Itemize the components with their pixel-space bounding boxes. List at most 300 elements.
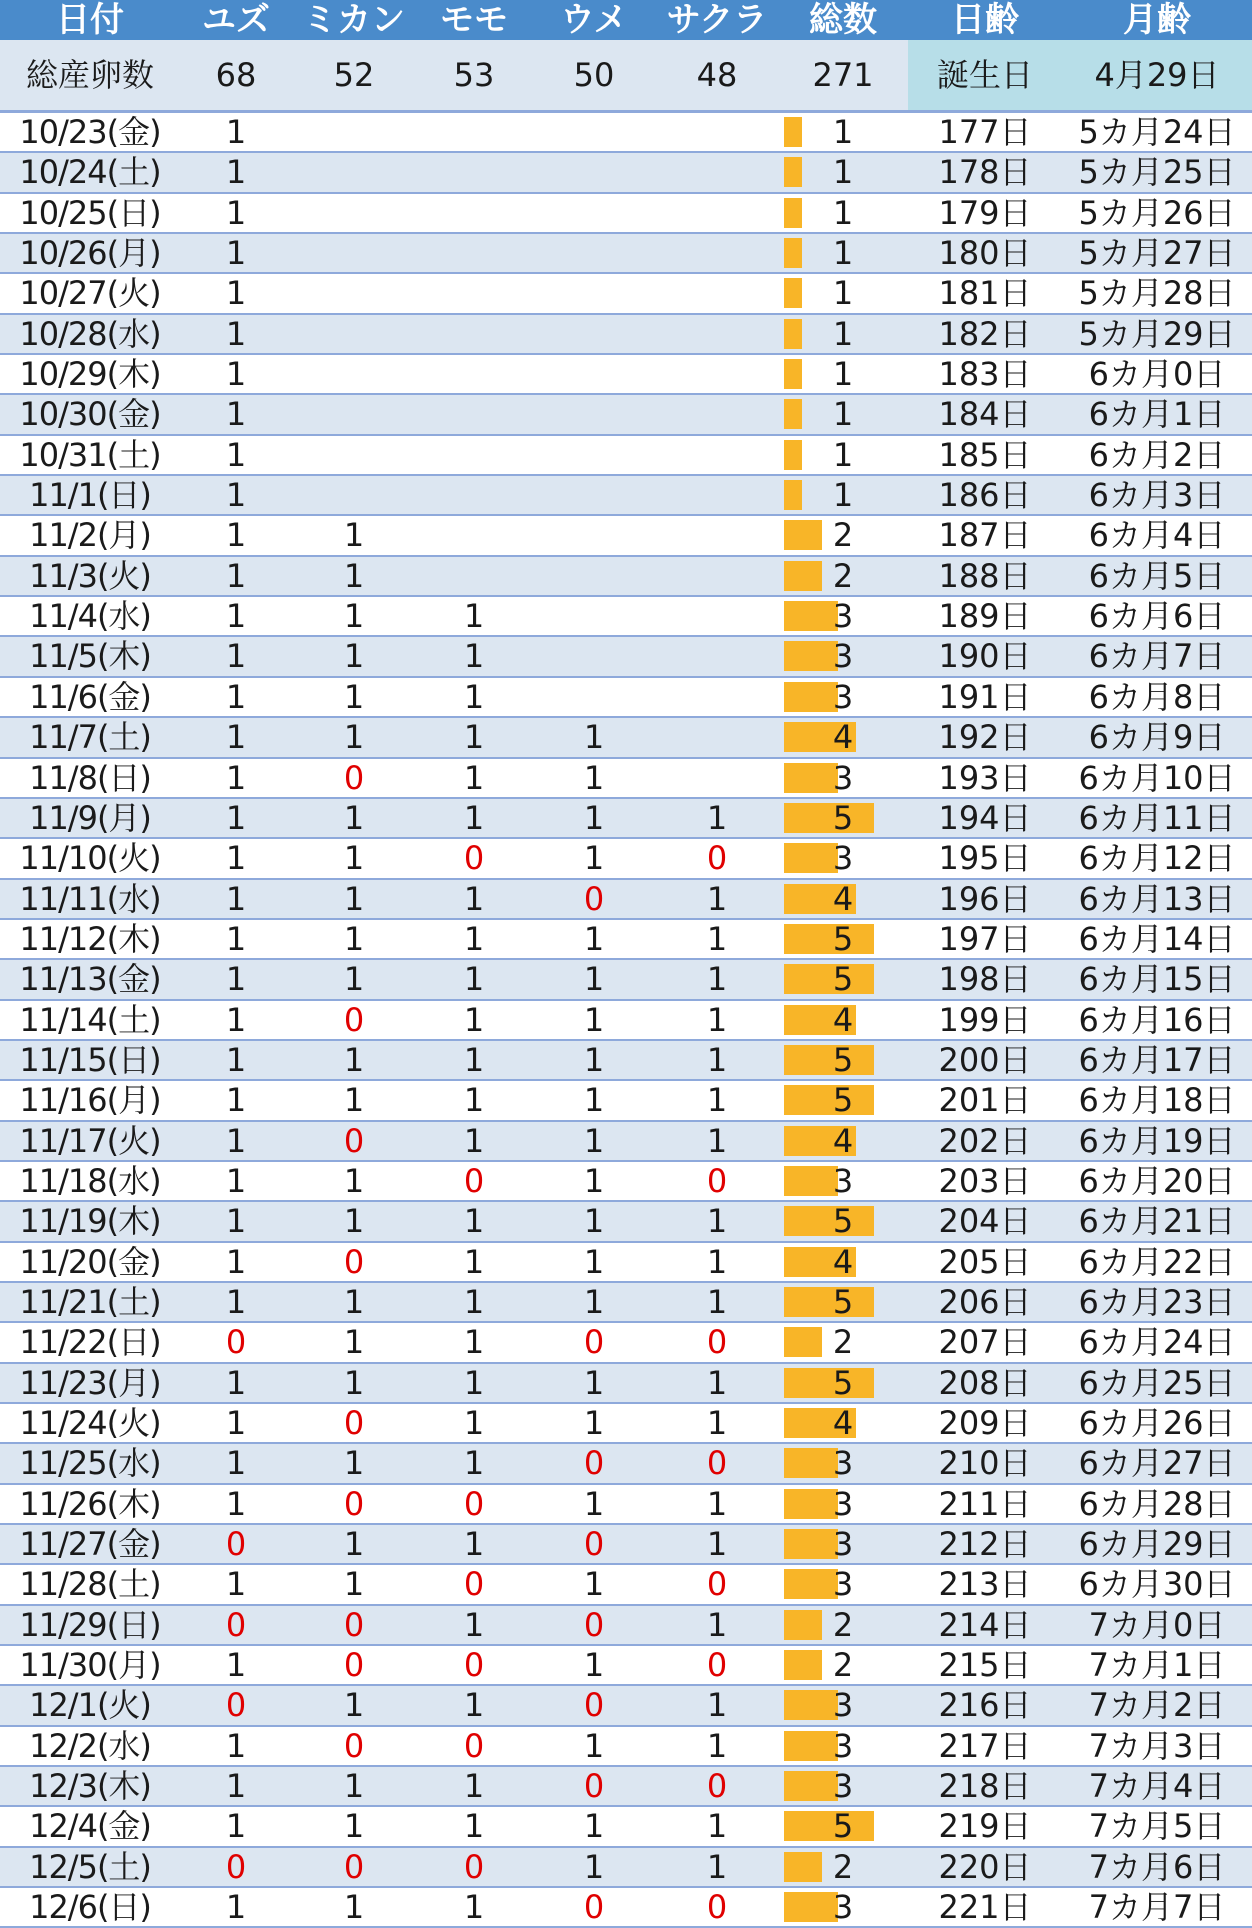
egg-count-cell[interactable]: 1 — [225, 597, 247, 636]
age-months-cell[interactable]: 6カ月8日 — [1088, 677, 1226, 716]
egg-count-cell[interactable]: 1 — [343, 1323, 365, 1362]
egg-count-cell[interactable]: 1 — [463, 677, 485, 716]
egg-count-cell[interactable]: 1 — [463, 1282, 485, 1321]
age-days-cell[interactable]: 191日 — [938, 677, 1032, 716]
egg-count-cell[interactable]: 1 — [583, 1081, 605, 1120]
egg-count-cell[interactable]: 1 — [225, 113, 247, 151]
egg-count-cell[interactable]: 1 — [463, 879, 485, 918]
egg-count-cell[interactable] — [656, 153, 778, 191]
egg-count-cell[interactable]: 1 — [225, 1040, 247, 1079]
egg-count-cell[interactable]: 1 — [225, 637, 247, 676]
age-months-cell[interactable]: 6カ月23日 — [1078, 1282, 1236, 1321]
egg-count-cell[interactable] — [656, 395, 778, 433]
birth-label[interactable]: 誕生日 — [908, 40, 1062, 110]
total-cell[interactable] — [778, 1485, 908, 1523]
egg-count-cell[interactable]: 1 — [583, 919, 605, 958]
egg-count-cell[interactable]: 1 — [706, 1605, 728, 1644]
date-cell[interactable]: 10/25(日) — [19, 193, 161, 232]
egg-count-cell[interactable]: 1 — [583, 1847, 605, 1886]
age-days-cell[interactable]: 213日 — [938, 1565, 1032, 1604]
egg-count-cell[interactable]: 0 — [343, 1605, 365, 1644]
egg-count-cell[interactable]: 1 — [343, 1888, 365, 1927]
egg-count-cell[interactable]: 0 — [343, 1646, 365, 1685]
egg-count-cell[interactable]: 1 — [706, 798, 728, 837]
egg-count-cell[interactable]: 1 — [225, 1565, 247, 1604]
egg-count-cell[interactable]: 1 — [706, 1726, 728, 1765]
egg-count-cell[interactable]: 0 — [225, 1525, 247, 1564]
egg-count-cell[interactable]: 1 — [225, 355, 247, 394]
age-days-cell[interactable]: 183日 — [938, 355, 1032, 394]
header-age-months[interactable]: 月齢 — [1123, 0, 1191, 40]
egg-count-cell[interactable]: 1 — [225, 1484, 247, 1523]
header-age-days[interactable]: 日齢 — [951, 0, 1019, 40]
total-cell[interactable] — [778, 516, 908, 554]
date-cell[interactable]: 11/13(金) — [19, 960, 161, 999]
age-days-cell[interactable]: 190日 — [938, 637, 1032, 676]
age-months-cell[interactable]: 6カ月5日 — [1088, 556, 1226, 595]
date-cell[interactable]: 11/27(金) — [19, 1525, 161, 1564]
age-months-cell[interactable]: 6カ月1日 — [1088, 395, 1226, 434]
total-cell[interactable] — [778, 1283, 908, 1321]
total-cell[interactable] — [778, 1162, 908, 1200]
egg-count-cell[interactable]: 1 — [463, 1807, 485, 1846]
age-months-cell[interactable]: 6カ月18日 — [1078, 1081, 1236, 1120]
egg-count-cell[interactable] — [532, 113, 656, 151]
date-cell[interactable]: 12/2(水) — [29, 1726, 151, 1765]
total-cell[interactable] — [778, 476, 908, 514]
age-months-cell[interactable]: 6カ月21日 — [1078, 1202, 1236, 1241]
total-cell[interactable] — [778, 1807, 908, 1845]
egg-count-cell[interactable] — [532, 153, 656, 191]
date-cell[interactable]: 11/25(水) — [19, 1444, 161, 1483]
date-cell[interactable]: 11/10(火) — [19, 839, 161, 878]
egg-count-cell[interactable]: 1 — [706, 879, 728, 918]
total-cell[interactable] — [778, 1081, 908, 1119]
egg-count-cell[interactable]: 1 — [343, 516, 365, 555]
egg-count-cell[interactable]: 1 — [583, 1807, 605, 1846]
age-days-cell[interactable]: 181日 — [938, 274, 1032, 313]
egg-count-cell[interactable]: 1 — [463, 1404, 485, 1442]
total-cell[interactable] — [778, 557, 908, 595]
age-days-cell[interactable]: 187日 — [938, 516, 1032, 555]
egg-count-cell[interactable]: 1 — [463, 1081, 485, 1120]
date-cell[interactable]: 10/27(火) — [19, 274, 161, 313]
age-days-cell[interactable]: 214日 — [938, 1605, 1032, 1644]
total-cell[interactable] — [778, 880, 908, 918]
date-cell[interactable]: 10/23(金) — [19, 113, 161, 151]
total-cell[interactable] — [778, 1404, 908, 1442]
egg-count-cell[interactable]: 1 — [225, 1646, 247, 1685]
egg-count-cell[interactable]: 1 — [343, 1161, 365, 1200]
date-cell[interactable]: 11/20(金) — [19, 1242, 161, 1281]
egg-count-cell[interactable] — [292, 194, 416, 232]
total-cell[interactable] — [778, 718, 908, 756]
total-cell[interactable] — [778, 1848, 908, 1886]
egg-count-cell[interactable]: 0 — [706, 1444, 728, 1483]
egg-count-cell[interactable]: 1 — [583, 839, 605, 878]
egg-count-cell[interactable]: 0 — [583, 1767, 605, 1806]
egg-count-cell[interactable]: 1 — [706, 1363, 728, 1402]
egg-count-cell[interactable]: 1 — [343, 839, 365, 878]
egg-count-cell[interactable] — [656, 355, 778, 393]
age-months-cell[interactable]: 6カ月25日 — [1078, 1363, 1236, 1402]
egg-count-cell[interactable] — [532, 315, 656, 353]
age-days-cell[interactable]: 195日 — [938, 839, 1032, 878]
age-days-cell[interactable]: 189日 — [938, 597, 1032, 636]
egg-count-cell[interactable]: 1 — [583, 1404, 605, 1442]
egg-count-cell[interactable]: 1 — [225, 476, 247, 515]
age-days-cell[interactable]: 198日 — [938, 960, 1032, 999]
age-months-cell[interactable]: 7カ月6日 — [1088, 1847, 1226, 1886]
egg-count-cell[interactable]: 1 — [463, 1202, 485, 1241]
egg-count-cell[interactable] — [656, 315, 778, 353]
egg-count-cell[interactable]: 1 — [225, 314, 247, 353]
age-days-cell[interactable]: 216日 — [938, 1686, 1032, 1725]
date-cell[interactable]: 11/30(月) — [19, 1646, 161, 1685]
total-cell[interactable] — [778, 113, 908, 151]
egg-count-cell[interactable]: 1 — [463, 798, 485, 837]
egg-count-cell[interactable]: 0 — [343, 1121, 365, 1160]
egg-count-cell[interactable]: 1 — [343, 1807, 365, 1846]
egg-count-cell[interactable]: 1 — [225, 193, 247, 232]
egg-count-cell[interactable]: 1 — [225, 839, 247, 878]
egg-count-cell[interactable]: 1 — [706, 1807, 728, 1846]
total-cell[interactable] — [778, 920, 908, 958]
egg-count-cell[interactable]: 1 — [225, 1404, 247, 1442]
total-cell[interactable] — [778, 355, 908, 393]
egg-count-cell[interactable] — [656, 516, 778, 554]
egg-count-cell[interactable] — [416, 153, 532, 191]
egg-count-cell[interactable] — [292, 476, 416, 514]
egg-count-cell[interactable]: 1 — [706, 1081, 728, 1120]
egg-count-cell[interactable]: 1 — [343, 1081, 365, 1120]
egg-count-cell[interactable] — [292, 113, 416, 151]
date-cell[interactable]: 11/2(月) — [29, 516, 151, 555]
egg-count-cell[interactable]: 1 — [343, 597, 365, 636]
total-cell[interactable] — [778, 1525, 908, 1563]
egg-count-cell[interactable]: 1 — [225, 798, 247, 837]
age-months-cell[interactable]: 6カ月13日 — [1078, 879, 1236, 918]
egg-count-cell[interactable]: 1 — [583, 960, 605, 999]
date-cell[interactable]: 11/24(火) — [19, 1404, 161, 1442]
egg-count-cell[interactable] — [292, 315, 416, 353]
age-months-cell[interactable]: 7カ月5日 — [1088, 1807, 1226, 1846]
age-days-cell[interactable]: 188日 — [938, 556, 1032, 595]
age-months-cell[interactable]: 6カ月6日 — [1088, 597, 1226, 636]
egg-count-cell[interactable] — [656, 557, 778, 595]
egg-count-cell[interactable]: 1 — [583, 1202, 605, 1241]
egg-count-cell[interactable]: 0 — [583, 1686, 605, 1725]
egg-count-cell[interactable] — [292, 234, 416, 272]
age-days-cell[interactable]: 185日 — [938, 435, 1032, 474]
age-days-cell[interactable]: 208日 — [938, 1363, 1032, 1402]
egg-count-cell[interactable]: 0 — [343, 1847, 365, 1886]
total-cell[interactable] — [778, 315, 908, 353]
age-months-cell[interactable]: 6カ月0日 — [1088, 355, 1226, 394]
egg-count-cell[interactable]: 1 — [343, 1565, 365, 1604]
birth-date[interactable]: 4月29日 — [1062, 40, 1252, 110]
egg-count-cell[interactable]: 1 — [463, 1040, 485, 1079]
egg-count-cell[interactable]: 1 — [343, 1282, 365, 1321]
egg-count-cell[interactable]: 1 — [225, 1000, 247, 1039]
egg-count-cell[interactable]: 1 — [225, 1081, 247, 1120]
date-cell[interactable]: 12/4(金) — [29, 1807, 151, 1846]
egg-count-cell[interactable]: 1 — [225, 718, 247, 757]
egg-count-cell[interactable]: 1 — [706, 1525, 728, 1564]
egg-count-cell[interactable] — [656, 113, 778, 151]
egg-count-cell[interactable] — [416, 355, 532, 393]
age-days-cell[interactable]: 197日 — [938, 919, 1032, 958]
egg-count-cell[interactable]: 1 — [343, 556, 365, 595]
age-days-cell[interactable]: 180日 — [938, 234, 1032, 273]
total-cell[interactable] — [778, 1001, 908, 1039]
egg-count-cell[interactable]: 1 — [706, 1282, 728, 1321]
age-months-cell[interactable]: 6カ月4日 — [1088, 516, 1226, 555]
total-cell[interactable] — [778, 678, 908, 716]
total-cell[interactable] — [778, 1202, 908, 1240]
age-months-cell[interactable]: 6カ月12日 — [1078, 839, 1236, 878]
total-cell[interactable] — [778, 1243, 908, 1281]
age-months-cell[interactable]: 6カ月9日 — [1088, 718, 1226, 757]
egg-count-cell[interactable] — [532, 597, 656, 635]
egg-count-cell[interactable] — [416, 557, 532, 595]
header-sakura[interactable]: サクラ — [666, 0, 768, 40]
header-mikan[interactable]: ミカン — [303, 0, 405, 40]
header-ume[interactable]: ウメ — [560, 0, 628, 40]
age-days-cell[interactable]: 182日 — [938, 314, 1032, 353]
egg-count-cell[interactable]: 1 — [583, 758, 605, 797]
age-months-cell[interactable]: 6カ月17日 — [1078, 1040, 1236, 1079]
age-days-cell[interactable]: 202日 — [938, 1121, 1032, 1160]
age-days-cell[interactable]: 220日 — [938, 1847, 1032, 1886]
egg-count-cell[interactable]: 1 — [225, 1888, 247, 1927]
egg-count-cell[interactable]: 0 — [463, 1484, 485, 1523]
egg-count-cell[interactable]: 1 — [343, 1363, 365, 1402]
egg-count-cell[interactable]: 0 — [343, 1242, 365, 1281]
header-total[interactable]: 総数 — [809, 0, 877, 40]
egg-count-cell[interactable]: 1 — [225, 1807, 247, 1846]
egg-count-cell[interactable] — [416, 436, 532, 474]
egg-count-cell[interactable]: 1 — [225, 395, 247, 434]
egg-count-cell[interactable]: 1 — [463, 1525, 485, 1564]
total-yuzu[interactable]: 68 — [215, 56, 257, 94]
egg-count-cell[interactable]: 1 — [706, 1484, 728, 1523]
age-days-cell[interactable]: 210日 — [938, 1444, 1032, 1483]
egg-count-cell[interactable]: 1 — [463, 1363, 485, 1402]
date-cell[interactable]: 11/4(水) — [29, 597, 151, 636]
age-months-cell[interactable]: 5カ月24日 — [1078, 113, 1236, 151]
date-cell[interactable]: 11/8(日) — [29, 758, 151, 797]
date-cell[interactable]: 12/1(火) — [29, 1686, 151, 1725]
egg-count-cell[interactable]: 1 — [225, 1726, 247, 1765]
egg-count-cell[interactable] — [416, 476, 532, 514]
age-months-cell[interactable]: 6カ月20日 — [1078, 1161, 1236, 1200]
egg-count-cell[interactable] — [532, 637, 656, 675]
egg-count-cell[interactable]: 0 — [706, 839, 728, 878]
egg-count-cell[interactable] — [532, 274, 656, 312]
egg-count-cell[interactable]: 1 — [225, 919, 247, 958]
header-yuzu[interactable]: ユズ — [202, 0, 270, 40]
total-momo[interactable]: 53 — [453, 56, 495, 94]
egg-count-cell[interactable]: 1 — [583, 1282, 605, 1321]
egg-count-cell[interactable]: 1 — [463, 1686, 485, 1725]
egg-count-cell[interactable] — [292, 355, 416, 393]
egg-count-cell[interactable]: 0 — [343, 758, 365, 797]
egg-count-cell[interactable]: 0 — [343, 1484, 365, 1523]
age-days-cell[interactable]: 203日 — [938, 1161, 1032, 1200]
egg-count-cell[interactable]: 1 — [463, 1000, 485, 1039]
egg-count-cell[interactable]: 0 — [583, 879, 605, 918]
egg-count-cell[interactable]: 0 — [463, 1565, 485, 1604]
total-cell[interactable] — [778, 1606, 908, 1644]
egg-count-cell[interactable]: 1 — [583, 1565, 605, 1604]
egg-count-cell[interactable]: 1 — [706, 1202, 728, 1241]
egg-count-cell[interactable]: 1 — [583, 1484, 605, 1523]
age-months-cell[interactable]: 5カ月28日 — [1078, 274, 1236, 313]
date-cell[interactable]: 11/28(土) — [19, 1565, 161, 1604]
egg-count-cell[interactable] — [656, 759, 778, 797]
age-months-cell[interactable]: 6カ月29日 — [1078, 1525, 1236, 1564]
age-days-cell[interactable]: 178日 — [938, 153, 1032, 192]
egg-count-cell[interactable] — [656, 718, 778, 756]
egg-count-cell[interactable]: 0 — [463, 1847, 485, 1886]
egg-count-cell[interactable]: 1 — [463, 1605, 485, 1644]
egg-count-cell[interactable]: 0 — [343, 1726, 365, 1765]
egg-count-cell[interactable]: 0 — [583, 1525, 605, 1564]
egg-count-cell[interactable]: 1 — [225, 1767, 247, 1806]
date-cell[interactable]: 11/1(日) — [29, 476, 151, 515]
egg-count-cell[interactable]: 1 — [463, 718, 485, 757]
age-months-cell[interactable]: 6カ月24日 — [1078, 1323, 1236, 1362]
egg-count-cell[interactable]: 1 — [583, 1363, 605, 1402]
total-cell[interactable] — [778, 1888, 908, 1926]
header-date[interactable]: 日付 — [56, 0, 124, 40]
egg-count-cell[interactable]: 0 — [583, 1888, 605, 1927]
egg-count-cell[interactable]: 1 — [225, 234, 247, 273]
egg-count-cell[interactable]: 1 — [225, 1444, 247, 1483]
age-months-cell[interactable]: 6カ月28日 — [1078, 1484, 1236, 1523]
egg-count-cell[interactable]: 0 — [225, 1323, 247, 1362]
date-cell[interactable]: 11/22(日) — [19, 1323, 161, 1362]
egg-count-cell[interactable]: 1 — [225, 516, 247, 555]
egg-count-cell[interactable]: 1 — [225, 1363, 247, 1402]
egg-count-cell[interactable]: 1 — [225, 435, 247, 474]
date-cell[interactable]: 11/7(土) — [29, 718, 151, 757]
egg-count-cell[interactable]: 1 — [343, 960, 365, 999]
date-cell[interactable]: 12/6(日) — [29, 1888, 151, 1927]
date-cell[interactable]: 11/3(火) — [29, 556, 151, 595]
egg-count-cell[interactable]: 0 — [706, 1323, 728, 1362]
total-cell[interactable] — [778, 1767, 908, 1805]
date-cell[interactable]: 11/16(月) — [19, 1081, 161, 1120]
egg-count-cell[interactable] — [656, 476, 778, 514]
total-sakura[interactable]: 48 — [696, 56, 738, 94]
age-months-cell[interactable]: 5カ月25日 — [1078, 153, 1236, 192]
egg-count-cell[interactable] — [656, 637, 778, 675]
egg-count-cell[interactable]: 0 — [706, 1565, 728, 1604]
egg-count-cell[interactable]: 1 — [463, 960, 485, 999]
egg-count-cell[interactable] — [656, 194, 778, 232]
age-months-cell[interactable]: 6カ月16日 — [1078, 1000, 1236, 1039]
total-cell[interactable] — [778, 1364, 908, 1402]
egg-count-cell[interactable]: 1 — [583, 718, 605, 757]
age-days-cell[interactable]: 209日 — [938, 1404, 1032, 1442]
age-months-cell[interactable]: 7カ月2日 — [1088, 1686, 1226, 1725]
age-days-cell[interactable]: 199日 — [938, 1000, 1032, 1039]
age-months-cell[interactable]: 6カ月22日 — [1078, 1242, 1236, 1281]
egg-count-cell[interactable]: 0 — [225, 1605, 247, 1644]
age-months-cell[interactable]: 7カ月0日 — [1088, 1605, 1226, 1644]
egg-count-cell[interactable] — [292, 395, 416, 433]
date-cell[interactable]: 11/5(木) — [29, 637, 151, 676]
date-cell[interactable]: 11/6(金) — [29, 677, 151, 716]
date-cell[interactable]: 12/3(木) — [29, 1767, 151, 1806]
egg-count-cell[interactable] — [532, 557, 656, 595]
date-cell[interactable]: 10/24(土) — [19, 153, 161, 192]
age-months-cell[interactable]: 5カ月26日 — [1078, 193, 1236, 232]
total-cell[interactable] — [778, 597, 908, 635]
egg-count-cell[interactable] — [532, 355, 656, 393]
egg-count-cell[interactable] — [532, 234, 656, 272]
age-days-cell[interactable]: 201日 — [938, 1081, 1032, 1120]
egg-count-cell[interactable]: 1 — [706, 1242, 728, 1281]
egg-count-cell[interactable]: 1 — [583, 1242, 605, 1281]
total-ume[interactable]: 50 — [573, 56, 615, 94]
egg-count-cell[interactable]: 1 — [706, 919, 728, 958]
age-days-cell[interactable]: 193日 — [938, 758, 1032, 797]
egg-count-cell[interactable]: 1 — [463, 1888, 485, 1927]
egg-count-cell[interactable]: 1 — [583, 1040, 605, 1079]
age-days-cell[interactable]: 219日 — [938, 1807, 1032, 1846]
date-cell[interactable]: 11/21(土) — [19, 1282, 161, 1321]
total-cell[interactable] — [778, 194, 908, 232]
egg-count-cell[interactable]: 1 — [706, 1847, 728, 1886]
egg-count-cell[interactable]: 0 — [706, 1767, 728, 1806]
total-cell[interactable] — [778, 1646, 908, 1684]
egg-count-cell[interactable]: 1 — [583, 1161, 605, 1200]
date-cell[interactable]: 11/26(木) — [19, 1484, 161, 1523]
egg-count-cell[interactable]: 1 — [583, 1646, 605, 1685]
total-mikan[interactable]: 52 — [333, 56, 375, 94]
date-cell[interactable]: 10/28(水) — [19, 314, 161, 353]
egg-count-cell[interactable]: 1 — [463, 597, 485, 636]
total-cell[interactable] — [778, 395, 908, 433]
egg-count-cell[interactable] — [416, 315, 532, 353]
total-cell[interactable] — [778, 436, 908, 474]
age-months-cell[interactable]: 6カ月15日 — [1078, 960, 1236, 999]
age-days-cell[interactable]: 204日 — [938, 1202, 1032, 1241]
egg-count-cell[interactable]: 1 — [225, 556, 247, 595]
age-days-cell[interactable]: 212日 — [938, 1525, 1032, 1564]
age-months-cell[interactable]: 6カ月19日 — [1078, 1121, 1236, 1160]
age-days-cell[interactable]: 206日 — [938, 1282, 1032, 1321]
egg-count-cell[interactable]: 0 — [343, 1404, 365, 1442]
date-cell[interactable]: 11/14(土) — [19, 1000, 161, 1039]
date-cell[interactable]: 11/29(日) — [19, 1605, 161, 1644]
date-cell[interactable]: 11/12(木) — [19, 919, 161, 958]
date-cell[interactable]: 11/11(水) — [19, 879, 161, 918]
egg-count-cell[interactable]: 1 — [706, 1040, 728, 1079]
egg-count-cell[interactable] — [532, 476, 656, 514]
egg-count-cell[interactable] — [292, 274, 416, 312]
egg-count-cell[interactable]: 1 — [343, 879, 365, 918]
egg-count-cell[interactable]: 0 — [583, 1605, 605, 1644]
egg-count-cell[interactable]: 1 — [583, 798, 605, 837]
egg-count-cell[interactable] — [532, 678, 656, 716]
egg-count-cell[interactable] — [416, 194, 532, 232]
age-days-cell[interactable]: 221日 — [938, 1888, 1032, 1927]
egg-count-cell[interactable] — [416, 274, 532, 312]
